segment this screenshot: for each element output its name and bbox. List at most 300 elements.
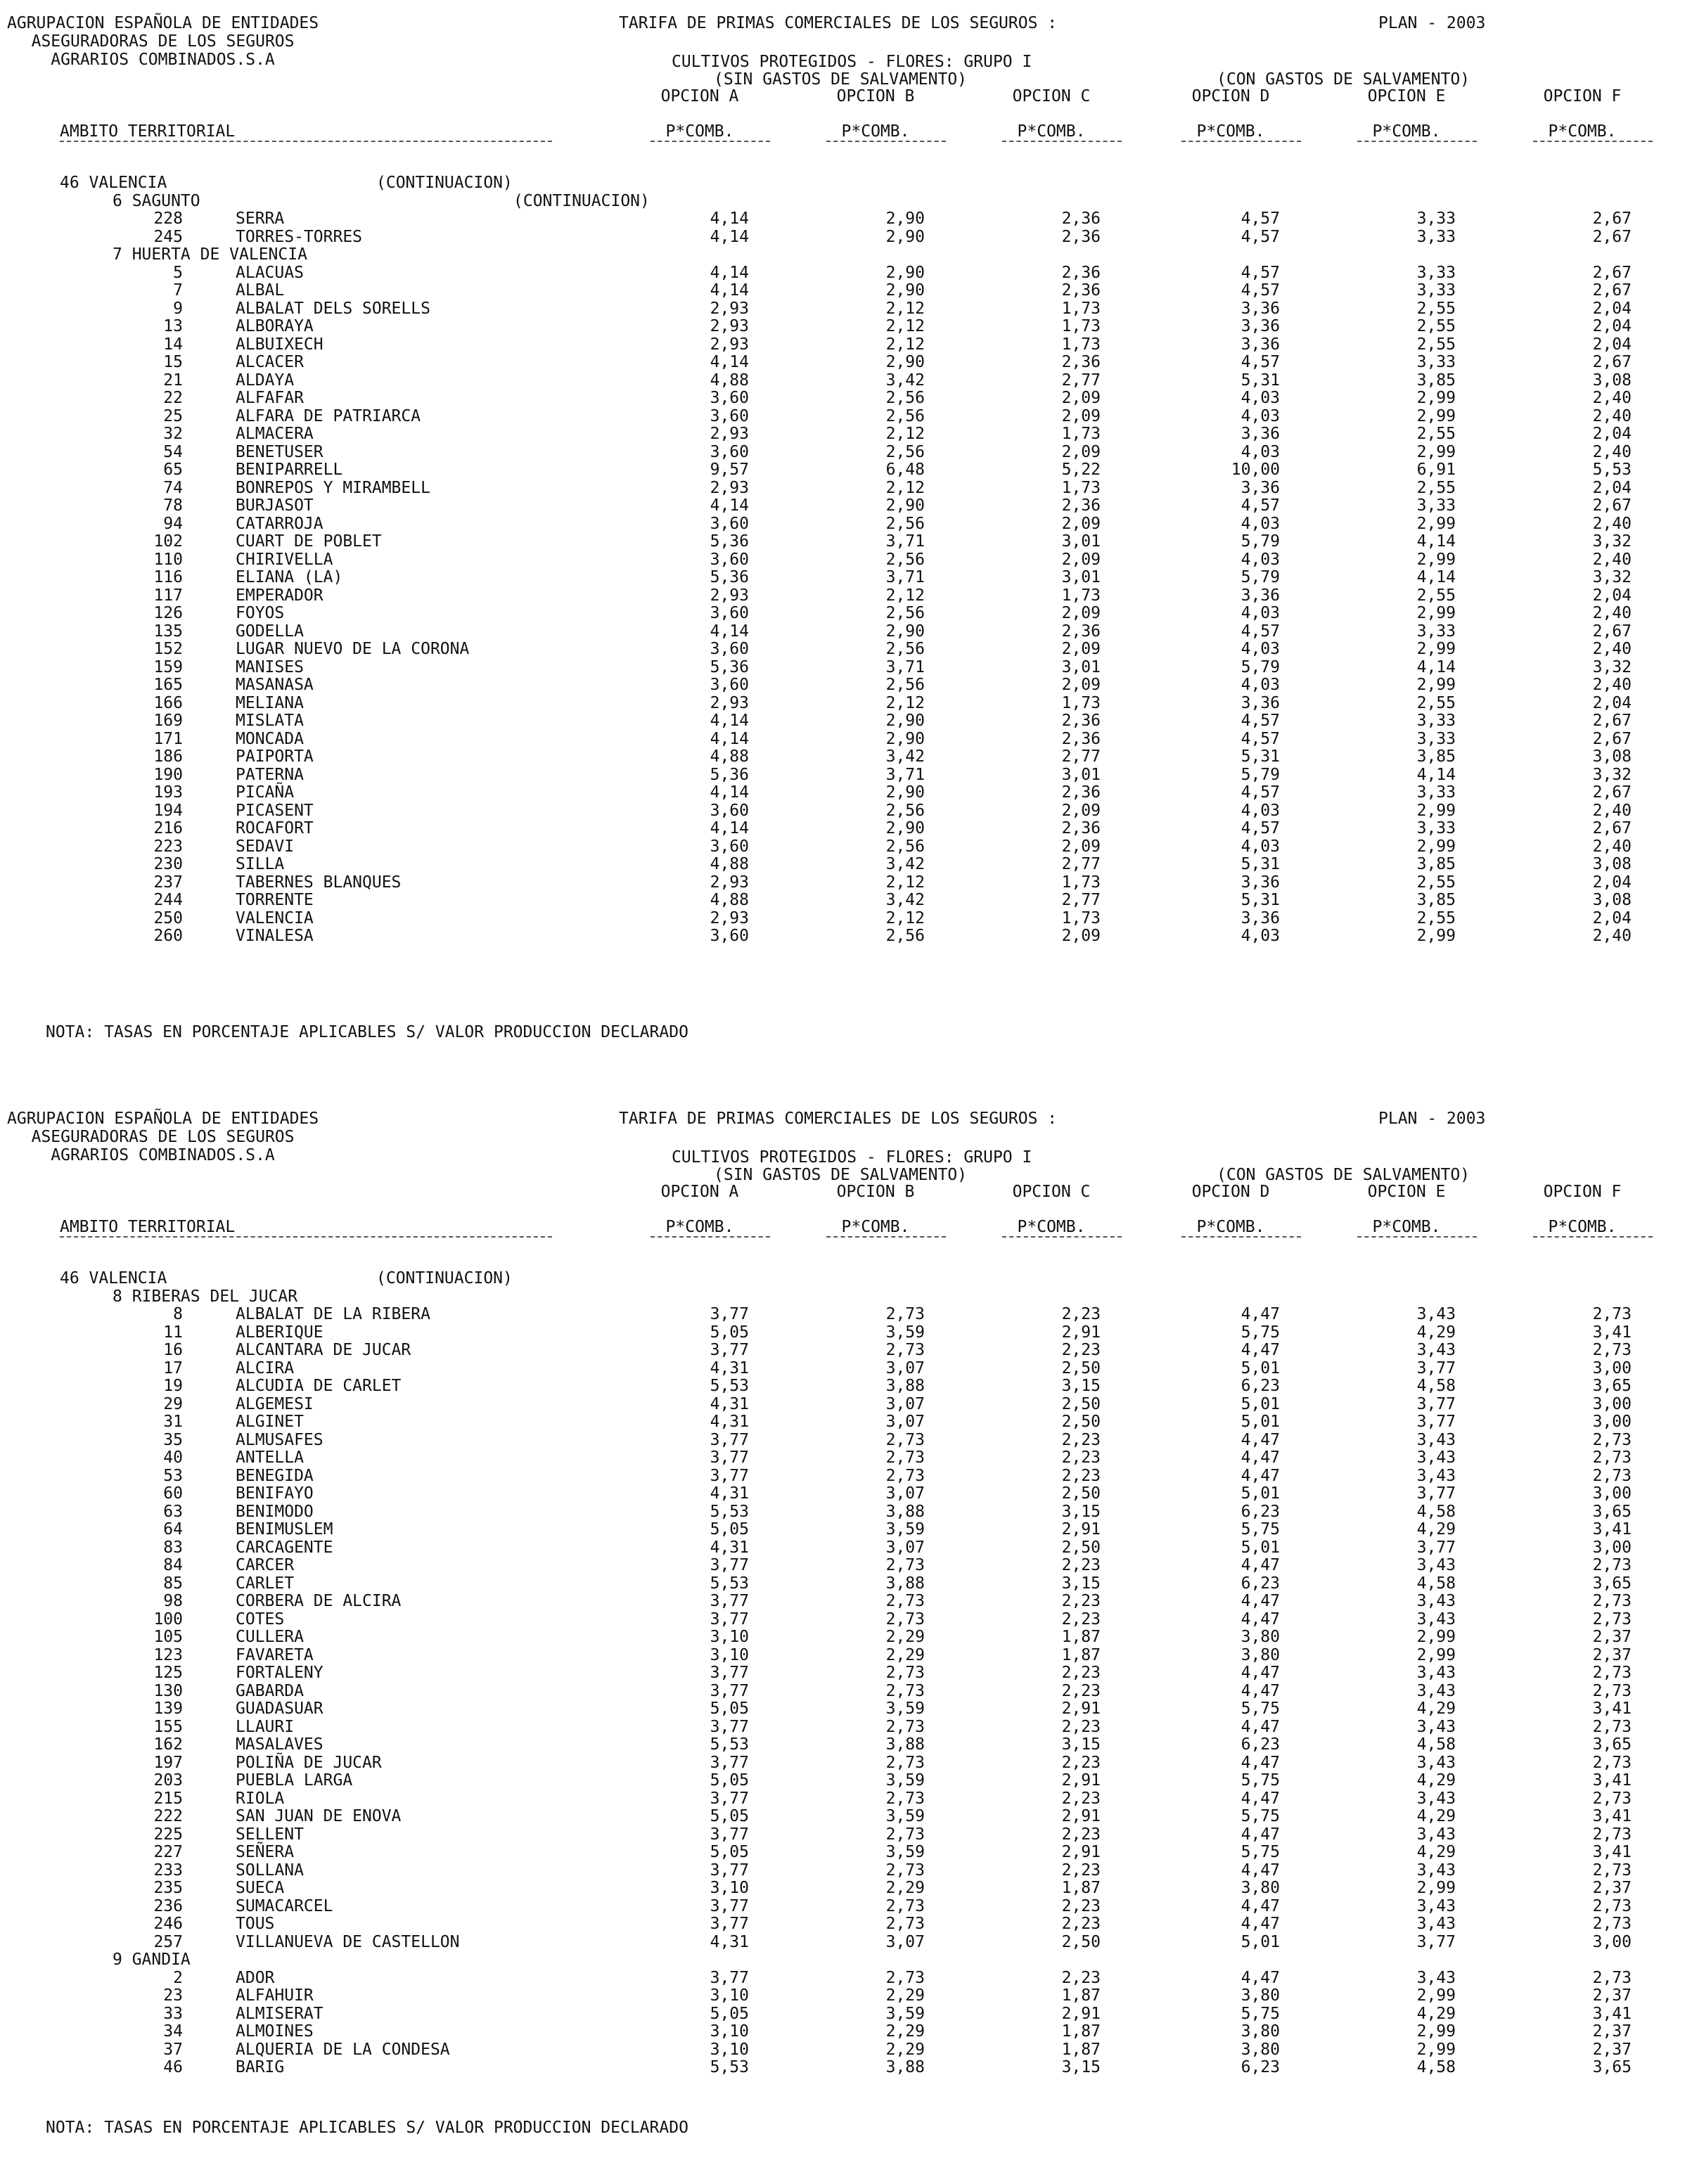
rate-option-b: 2,12: [885, 317, 925, 335]
rate-option-a: 3,77: [710, 1861, 749, 1880]
rate-option-a: 4,14: [710, 281, 749, 300]
rate-option-c: 2,23: [1061, 1717, 1101, 1736]
municipality-code: 257: [153, 1932, 183, 1951]
rate-option-b: 2,29: [885, 1628, 925, 1646]
rate-option-c: 1,87: [1061, 1645, 1101, 1664]
rate-option-b: 2,56: [885, 676, 925, 694]
rate-option-a: 3,77: [710, 1915, 749, 1933]
rate-option-a: 3,77: [710, 1717, 749, 1736]
rate-option-f: 2,40: [1592, 604, 1632, 622]
rate-option-c: 1,73: [1061, 873, 1101, 892]
table-row: [0, 623, 1685, 641]
rate-option-e: 3,33: [1416, 263, 1456, 282]
rate-option-d: 4,47: [1241, 1610, 1280, 1629]
comarca-name: 9 GANDIA: [113, 1951, 191, 1969]
rate-option-a: 3,77: [710, 1592, 749, 1610]
table-row: [0, 569, 1685, 587]
table-row: [0, 820, 1685, 838]
rate-option-f: 3,65: [1592, 2058, 1632, 2076]
rate-option-b: 2,73: [885, 1825, 925, 1844]
rate-option-a: 3,77: [710, 1681, 749, 1700]
rate-option-b: 3,59: [885, 1323, 925, 1342]
rate-option-f: 2,73: [1592, 1789, 1632, 1808]
municipality-name: PATERNA: [236, 765, 304, 784]
rate-option-c: 2,23: [1061, 1789, 1101, 1808]
rate-option-b: 2,12: [885, 425, 925, 443]
rate-option-c: 2,50: [1061, 1358, 1101, 1377]
rate-option-e: 2,55: [1416, 693, 1456, 712]
rate-option-b: 2,56: [885, 406, 925, 425]
rate-option-d: 5,75: [1241, 1700, 1280, 1718]
rate-option-f: 2,73: [1592, 1896, 1632, 1915]
rate-option-e: 4,58: [1416, 1502, 1456, 1521]
rate-option-f: 2,67: [1592, 210, 1632, 228]
rate-option-c: 2,77: [1061, 747, 1101, 766]
rate-option-c: 2,36: [1061, 210, 1101, 228]
rate-option-a: 5,36: [710, 532, 749, 551]
table-row: [0, 802, 1685, 821]
rate-option-c: 2,09: [1061, 389, 1101, 407]
tariff-title: TARIFA DE PRIMAS COMERCIALES DE LOS SEGUROS :: [619, 1110, 1058, 1128]
municipality-name: ALFAHUIR: [236, 1986, 314, 2005]
option-d-header: OPCION D: [1191, 87, 1270, 105]
rate-option-a: 4,31: [710, 1394, 749, 1413]
rate-option-a: 3,77: [710, 1664, 749, 1682]
rate-option-e: 2,99: [1416, 1986, 1456, 2005]
municipality-code: 15: [163, 353, 183, 371]
rate-option-e: 2,99: [1416, 2040, 1456, 2059]
table-row: [0, 2041, 1685, 2060]
plan-label: PLAN - 2003: [1378, 1110, 1486, 1128]
province-row: [0, 1270, 1685, 1288]
municipality-code: 33: [163, 2004, 183, 2023]
comarca-continuation: (CONTINUACION): [513, 191, 650, 210]
rate-option-a: 3,77: [710, 1341, 749, 1359]
rate-option-f: 2,73: [1592, 1610, 1632, 1629]
municipality-code: 84: [163, 1556, 183, 1574]
municipality-code: 233: [153, 1861, 183, 1880]
rate-option-b: 3,88: [885, 1502, 925, 1521]
rate-option-b: 2,12: [885, 873, 925, 892]
rate-option-e: 3,43: [1416, 1717, 1456, 1736]
municipality-name: MISLATA: [236, 712, 304, 730]
org-line-2: ASEGURADORAS DE LOS SEGUROS: [31, 1128, 295, 1146]
municipality-name: MASANASA: [236, 676, 314, 694]
rate-option-e: 2,55: [1416, 908, 1456, 927]
municipality-code: 169: [153, 712, 183, 730]
rate-option-b: 2,56: [885, 389, 925, 407]
rate-option-b: 2,73: [885, 1430, 925, 1449]
option-e-header: OPCION E: [1367, 1183, 1446, 1201]
rate-option-f: 2,73: [1592, 1448, 1632, 1467]
rate-option-c: 2,23: [1061, 1466, 1101, 1485]
pcomb-header-d: P*COMB.: [1196, 1218, 1265, 1236]
municipality-code: 117: [153, 586, 183, 605]
municipality-code: 65: [163, 461, 183, 479]
municipality-name: VINALESA: [236, 927, 314, 945]
rate-option-e: 3,85: [1416, 371, 1456, 390]
rate-option-f: 3,08: [1592, 855, 1632, 873]
municipality-name: BURJASOT: [236, 496, 314, 515]
rate-option-d: 4,57: [1241, 622, 1280, 641]
rate-option-b: 3,42: [885, 747, 925, 766]
rate-option-b: 3,07: [885, 1932, 925, 1951]
tariff-title: TARIFA DE PRIMAS COMERCIALES DE LOS SEGUROS :: [619, 14, 1058, 32]
table-row: [0, 766, 1685, 785]
rate-option-d: 5,79: [1241, 765, 1280, 784]
municipality-code: 244: [153, 891, 183, 909]
table-row: [0, 1700, 1685, 1719]
rate-option-f: 2,73: [1592, 1825, 1632, 1844]
municipality-name: GABARDA: [236, 1681, 304, 1700]
municipality-code: 152: [153, 640, 183, 658]
rate-option-f: 2,67: [1592, 712, 1632, 730]
municipality-name: FOYOS: [236, 604, 285, 622]
rate-option-d: 4,47: [1241, 1556, 1280, 1574]
rate-option-b: 2,90: [885, 263, 925, 282]
rate-option-a: 3,10: [710, 1645, 749, 1664]
con-gastos-label: (CON GASTOS DE SALVAMENTO): [1217, 1166, 1471, 1184]
table-row: [0, 659, 1685, 677]
municipality-code: 216: [153, 819, 183, 837]
municipality-name: PUEBLA LARGA: [236, 1771, 353, 1790]
rate-option-d: 3,80: [1241, 1628, 1280, 1646]
rate-option-c: 2,23: [1061, 1664, 1101, 1682]
rate-option-f: 2,40: [1592, 837, 1632, 856]
comarca-row: [0, 193, 1685, 211]
rate-option-c: 2,50: [1061, 1484, 1101, 1503]
rate-option-e: 3,43: [1416, 1610, 1456, 1629]
rate-option-e: 4,29: [1416, 1843, 1456, 1861]
rate-option-d: 5,01: [1241, 1358, 1280, 1377]
table-row: [0, 2005, 1685, 2024]
rate-option-b: 2,90: [885, 496, 925, 515]
rate-option-c: 2,23: [1061, 1896, 1101, 1915]
rate-option-f: 2,73: [1592, 1664, 1632, 1682]
table-row: [0, 1647, 1685, 1665]
table-row: [0, 1664, 1685, 1683]
municipality-name: TABERNES BLANQUES: [236, 873, 402, 892]
rate-option-b: 3,71: [885, 568, 925, 586]
rate-option-a: 5,36: [710, 765, 749, 784]
rate-option-a: 3,60: [710, 389, 749, 407]
rate-option-a: 5,53: [710, 1735, 749, 1754]
rate-option-c: 2,23: [1061, 1448, 1101, 1467]
rate-option-f: 3,41: [1592, 1323, 1632, 1342]
municipality-code: 250: [153, 908, 183, 927]
rate-option-b: 2,73: [885, 1466, 925, 1485]
rate-option-e: 2,99: [1416, 1645, 1456, 1664]
rate-option-d: 5,75: [1241, 1843, 1280, 1861]
municipality-code: 25: [163, 406, 183, 425]
table-row: [0, 372, 1685, 390]
table-row: [0, 1593, 1685, 1611]
rate-option-b: 2,56: [885, 640, 925, 658]
rate-option-f: 2,04: [1592, 586, 1632, 605]
rate-option-c: 2,36: [1061, 622, 1101, 641]
rate-option-f: 2,40: [1592, 640, 1632, 658]
municipality-code: 123: [153, 1645, 183, 1664]
rate-option-d: 5,31: [1241, 747, 1280, 766]
rate-option-d: 4,03: [1241, 837, 1280, 856]
rate-option-d: 4,47: [1241, 1789, 1280, 1808]
rate-option-a: 3,60: [710, 801, 749, 820]
rate-option-f: 2,04: [1592, 478, 1632, 497]
municipality-code: 9: [173, 299, 183, 318]
table-row: [0, 1826, 1685, 1844]
table-row: [0, 1970, 1685, 1988]
rate-option-b: 3,59: [885, 2004, 925, 2023]
municipality-name: ALACUAS: [236, 263, 304, 282]
rate-option-e: 3,33: [1416, 622, 1456, 641]
rate-option-b: 2,12: [885, 299, 925, 318]
pcomb-header-c: P*COMB.: [1017, 1218, 1086, 1236]
municipality-name: SEDAVI: [236, 837, 295, 856]
rate-option-a: 5,53: [710, 1502, 749, 1521]
rate-option-b: 3,71: [885, 657, 925, 676]
rate-option-d: 4,57: [1241, 712, 1280, 730]
crop-group-title: CULTIVOS PROTEGIDOS - FLORES: GRUPO I: [672, 1148, 1032, 1167]
rate-option-b: 3,88: [885, 1377, 925, 1395]
rate-option-d: 4,57: [1241, 819, 1280, 837]
rate-option-a: 4,31: [710, 1358, 749, 1377]
municipality-name: ALMACERA: [236, 425, 314, 443]
municipality-code: 155: [153, 1717, 183, 1736]
table-row: [0, 515, 1685, 534]
rate-option-f: 3,32: [1592, 568, 1632, 586]
org-name: [7, 1110, 319, 1164]
rate-option-e: 3,43: [1416, 1341, 1456, 1359]
municipality-code: 139: [153, 1700, 183, 1718]
rate-option-b: 2,90: [885, 353, 925, 371]
rate-option-d: 4,57: [1241, 496, 1280, 515]
rate-option-a: 4,88: [710, 747, 749, 766]
municipality-name: PICASENT: [236, 801, 314, 820]
municipality-code: 46: [163, 2058, 183, 2076]
rate-option-a: 5,05: [710, 1843, 749, 1861]
rate-option-c: 3,01: [1061, 765, 1101, 784]
rate-option-d: 5,01: [1241, 1484, 1280, 1503]
municipality-name: GODELLA: [236, 622, 304, 641]
rate-option-f: 2,67: [1592, 783, 1632, 802]
table-row: [0, 1898, 1685, 1916]
rate-option-b: 2,56: [885, 837, 925, 856]
table-row: [0, 1539, 1685, 1557]
municipality-code: 203: [153, 1771, 183, 1790]
municipality-name: BENIPARRELL: [236, 461, 343, 479]
rate-option-e: 3,77: [1416, 1358, 1456, 1377]
rate-option-c: 2,23: [1061, 1861, 1101, 1880]
rate-option-c: 2,23: [1061, 1825, 1101, 1844]
table-row: [0, 229, 1685, 247]
rate-option-b: 3,88: [885, 2058, 925, 2076]
rate-option-b: 3,88: [885, 1735, 925, 1754]
municipality-name: VILLANUEVA DE CASTELLON: [236, 1932, 460, 1951]
municipality-name: SUMACARCEL: [236, 1896, 333, 1915]
rate-option-d: 4,57: [1241, 353, 1280, 371]
rate-option-c: 1,87: [1061, 1879, 1101, 1897]
rate-option-c: 2,23: [1061, 1341, 1101, 1359]
rate-option-c: 2,36: [1061, 496, 1101, 515]
rate-option-b: 2,73: [885, 1341, 925, 1359]
rate-option-c: 2,23: [1061, 1681, 1101, 1700]
rate-option-c: 2,91: [1061, 1807, 1101, 1825]
rate-option-a: 9,57: [710, 461, 749, 479]
table-row: [0, 1324, 1685, 1342]
rate-option-e: 4,14: [1416, 568, 1456, 586]
rate-option-b: 3,59: [885, 1807, 925, 1825]
table-row: [0, 461, 1685, 480]
rate-option-d: 3,36: [1241, 586, 1280, 605]
municipality-name: ALCANTARA DE JUCAR: [236, 1341, 411, 1359]
rate-option-f: 2,67: [1592, 819, 1632, 837]
rate-option-f: 3,32: [1592, 765, 1632, 784]
rate-option-d: 6,23: [1241, 1574, 1280, 1593]
municipality-name: CUART DE POBLET: [236, 532, 382, 551]
comarca-row: [0, 1951, 1685, 1970]
table-row: [0, 587, 1685, 605]
rate-option-b: 3,07: [885, 1484, 925, 1503]
rate-option-d: 4,57: [1241, 227, 1280, 246]
sin-gastos-label: (SIN GASTOS DE SALVAMENTO): [714, 1166, 968, 1184]
province-continuation: (CONTINUACION): [376, 174, 513, 192]
rate-option-e: 4,29: [1416, 1807, 1456, 1825]
rate-option-b: 2,56: [885, 927, 925, 945]
rate-option-f: 3,08: [1592, 891, 1632, 909]
municipality-name: CORBERA DE ALCIRA: [236, 1592, 402, 1610]
pcomb-header-f: P*COMB.: [1548, 1218, 1617, 1236]
municipality-code: 13: [163, 317, 183, 335]
rate-option-e: 3,43: [1416, 1664, 1456, 1682]
municipality-name: SAN JUAN DE ENOVA: [236, 1807, 402, 1825]
municipality-code: 237: [153, 873, 183, 892]
municipality-code: 16: [163, 1341, 183, 1359]
rate-option-a: 3,60: [710, 676, 749, 694]
table-row: [0, 1396, 1685, 1414]
rate-option-b: 2,90: [885, 712, 925, 730]
rate-option-c: 2,50: [1061, 1413, 1101, 1431]
org-name: [7, 14, 319, 69]
rate-option-e: 3,33: [1416, 712, 1456, 730]
rate-option-e: 2,99: [1416, 676, 1456, 694]
rate-option-e: 3,77: [1416, 1413, 1456, 1431]
rate-option-d: 5,75: [1241, 1807, 1280, 1825]
rate-option-f: 2,04: [1592, 335, 1632, 354]
rate-option-b: 2,56: [885, 550, 925, 569]
municipality-code: 222: [153, 1807, 183, 1825]
rate-option-e: 4,58: [1416, 1574, 1456, 1593]
table-row: [0, 336, 1685, 354]
con-gastos-label: (CON GASTOS DE SALVAMENTO): [1217, 70, 1471, 89]
municipality-code: 23: [163, 1986, 183, 2005]
rate-option-e: 3,33: [1416, 281, 1456, 300]
municipality-code: 162: [153, 1735, 183, 1754]
rate-option-e: 2,55: [1416, 478, 1456, 497]
rate-option-e: 3,43: [1416, 1861, 1456, 1880]
rate-option-c: 1,73: [1061, 908, 1101, 927]
rate-option-b: 2,73: [885, 1753, 925, 1772]
rate-option-c: 2,09: [1061, 927, 1101, 945]
municipality-name: MONCADA: [236, 729, 304, 748]
pcomb-header-b: P*COMB.: [841, 1218, 910, 1236]
rate-option-b: 2,56: [885, 801, 925, 820]
rate-option-a: 4,14: [710, 210, 749, 228]
rate-option-e: 2,99: [1416, 837, 1456, 856]
option-b-header: OPCION B: [836, 87, 915, 105]
rate-option-b: 2,73: [885, 1305, 925, 1323]
rate-option-d: 4,47: [1241, 1430, 1280, 1449]
rate-option-d: 4,03: [1241, 676, 1280, 694]
municipality-name: BARIG: [236, 2058, 285, 2076]
rate-option-f: 2,04: [1592, 693, 1632, 712]
rate-option-a: 5,53: [710, 2058, 749, 2076]
table-row: [0, 551, 1685, 570]
rate-option-e: 3,33: [1416, 210, 1456, 228]
rate-option-e: 4,14: [1416, 765, 1456, 784]
rate-option-d: 4,47: [1241, 1915, 1280, 1933]
rate-option-a: 2,93: [710, 873, 749, 892]
municipality-name: CARCER: [236, 1556, 295, 1574]
table-row: [0, 390, 1685, 408]
rate-option-d: 5,79: [1241, 568, 1280, 586]
municipality-code: 194: [153, 801, 183, 820]
rate-option-e: 3,43: [1416, 1430, 1456, 1449]
rate-option-d: 4,03: [1241, 389, 1280, 407]
rate-option-d: 4,57: [1241, 783, 1280, 802]
municipality-name: CARCAGENTE: [236, 1538, 333, 1557]
rate-option-d: 6,23: [1241, 1735, 1280, 1754]
rate-option-c: 2,50: [1061, 1394, 1101, 1413]
rate-option-d: 5,31: [1241, 371, 1280, 390]
rate-option-d: 4,47: [1241, 1825, 1280, 1844]
municipality-code: 171: [153, 729, 183, 748]
table-row: [0, 1503, 1685, 1522]
rate-option-b: 2,29: [885, 2040, 925, 2059]
table-row: [0, 856, 1685, 874]
rate-option-d: 6,23: [1241, 1502, 1280, 1521]
municipality-name: BONREPOS Y MIRAMBELL: [236, 478, 430, 497]
rate-option-d: 6,23: [1241, 1377, 1280, 1395]
rate-option-c: 2,23: [1061, 1610, 1101, 1629]
rate-option-c: 2,09: [1061, 406, 1101, 425]
option-headers: [0, 87, 1685, 108]
rate-option-e: 3,43: [1416, 1896, 1456, 1915]
rate-option-a: 3,77: [710, 1789, 749, 1808]
municipality-code: 21: [163, 371, 183, 390]
rate-option-c: 2,23: [1061, 1556, 1101, 1574]
municipality-name: TORRENTE: [236, 891, 314, 909]
rate-option-e: 2,99: [1416, 640, 1456, 658]
rate-option-d: 3,36: [1241, 693, 1280, 712]
rate-option-f: 3,65: [1592, 1735, 1632, 1754]
rate-option-b: 2,73: [885, 1717, 925, 1736]
rate-option-e: 2,99: [1416, 550, 1456, 569]
rate-option-c: 1,73: [1061, 478, 1101, 497]
table-row: [0, 1521, 1685, 1539]
municipality-name: LUGAR NUEVO DE LA CORONA: [236, 640, 470, 658]
rate-option-a: 5,05: [710, 1520, 749, 1539]
rate-option-e: 3,33: [1416, 729, 1456, 748]
municipality-name: CULLERA: [236, 1628, 304, 1646]
rate-option-a: 4,31: [710, 1538, 749, 1557]
rate-option-d: 10,00: [1231, 461, 1280, 479]
rate-option-f: 2,67: [1592, 496, 1632, 515]
org-line-2: ASEGURADORAS DE LOS SEGUROS: [31, 32, 295, 51]
rate-option-e: 2,99: [1416, 442, 1456, 461]
table-row: [0, 1467, 1685, 1486]
rate-option-d: 4,47: [1241, 1341, 1280, 1359]
municipality-code: 22: [163, 389, 183, 407]
